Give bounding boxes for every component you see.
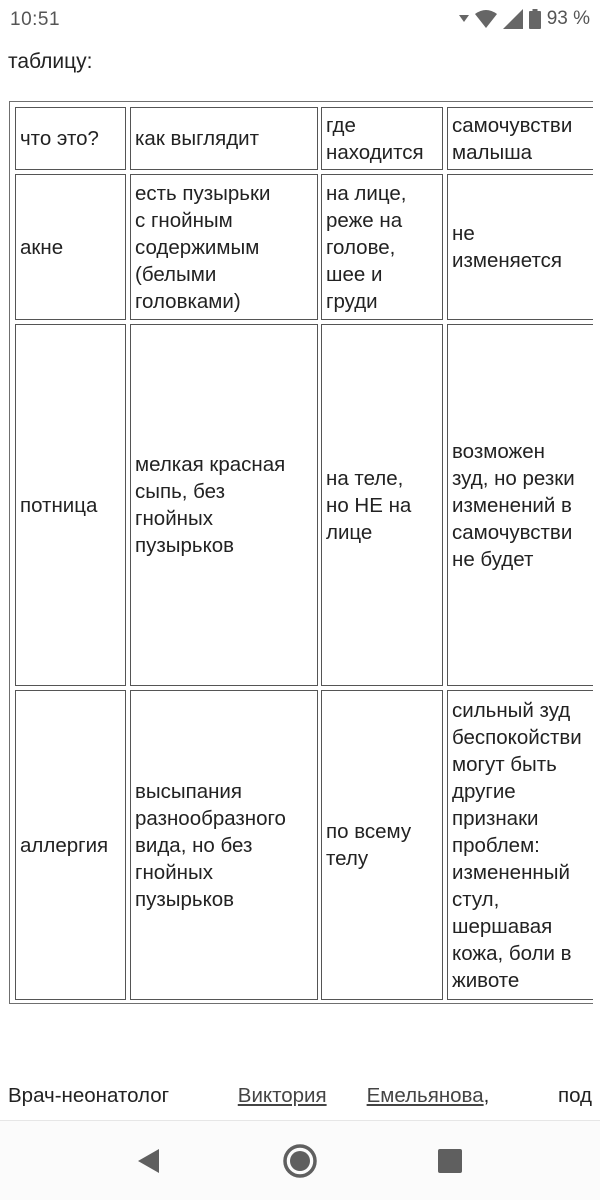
row-allergy-look: высыпания разнообразного вида, но без гнойных пузырьков [130,690,318,1000]
author-line [8,1084,592,1108]
row-miliaria-where: на теле, но НЕ на лице [321,324,443,686]
row-allergy-wellbeing: сильный зуд беспокойстви могут быть другие признаки проблем: измененный стул, шершавая кожа, боли в животе [447,690,593,1000]
home-circle-icon [282,1143,318,1179]
signal-icon [503,9,523,29]
row-miliaria-name: потница [15,324,126,686]
status-icons [459,8,590,30]
header-cell-what: что это? [15,107,126,170]
row-acne-name: акне [15,174,126,320]
author-link-wrap [238,1084,490,1108]
status-time: 10:51 [10,9,61,30]
row-acne-wellbeing: не изменяется [447,174,593,320]
comparison-table [9,101,593,1004]
header-cell-where: где находится [321,107,443,170]
dropdown-icon [459,15,469,23]
row-miliaria-wellbeing: возможен зуд, но резки изменений в самочувстви не будет [447,324,593,686]
author-role: Врач-неонатолог [8,1084,170,1107]
row-allergy-where: по всему телу [321,690,443,1000]
row-acne-look: есть пузырьки с гнойным содержимым (белыми головками) [130,174,318,320]
row-allergy-name: аллергия [15,690,126,1000]
back-button[interactable] [130,1143,166,1179]
wifi-icon [475,10,497,28]
intro-text: таблицу: [8,50,93,73]
battery-percent: 93 % [546,8,590,29]
header-cell-wellbeing: самочувстви малыша [447,107,593,170]
navigation-bar [0,1120,600,1200]
back-triangle-icon [135,1147,161,1175]
battery-icon [529,9,541,29]
recents-square-icon [437,1148,463,1174]
recents-button[interactable] [432,1143,468,1179]
author-link-first[interactable]: Виктория [237,1084,327,1107]
author-link-last[interactable]: Емельянова [366,1084,484,1107]
status-bar [0,0,600,42]
home-button[interactable] [282,1143,318,1179]
header-cell-look: как выглядит [130,107,318,170]
author-comma: , [483,1084,490,1107]
author-link-gap[interactable] [327,1084,367,1108]
row-acne-where: на лице, реже на голове, шее и груди [321,174,443,320]
row-miliaria-look: мелкая красная сыпь, без гнойных пузырьков [130,324,318,686]
author-tail: под [557,1084,592,1107]
